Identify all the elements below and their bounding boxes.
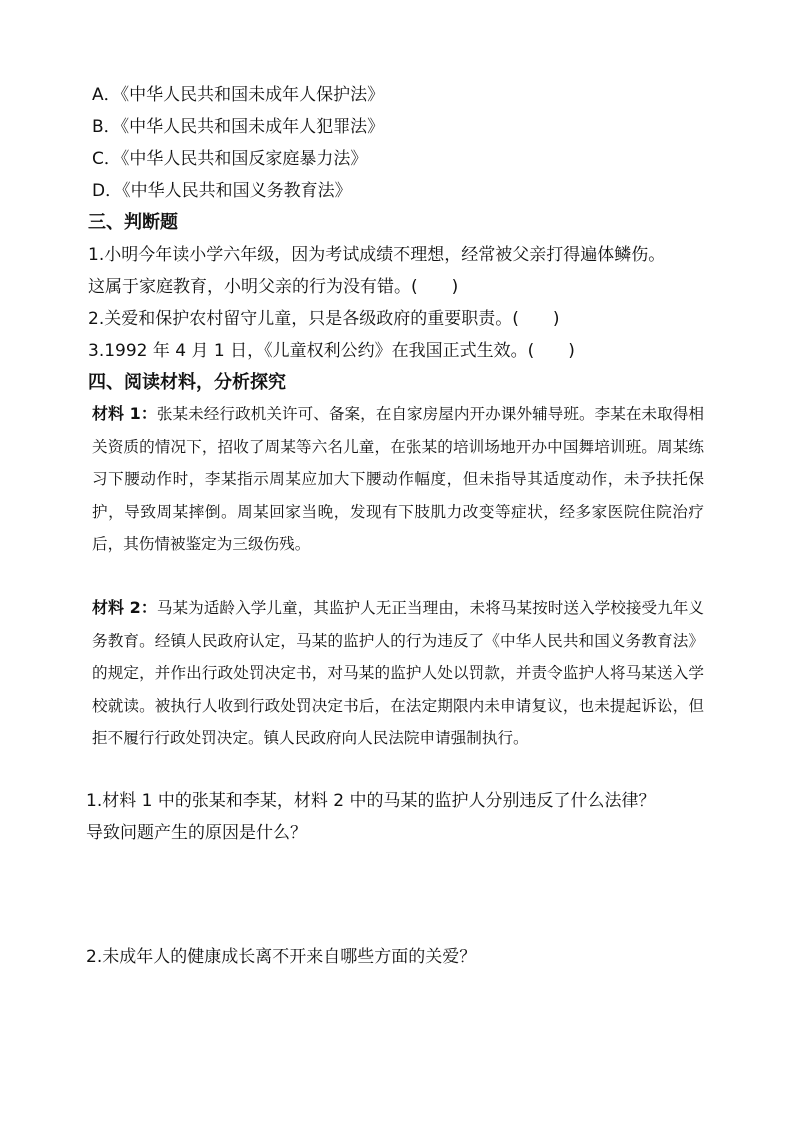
question-1-line2: 导致问题产生的原因是什么？ (86, 823, 307, 843)
judgement-item-1-line1: 1.小明今年读小学六年级，因为考试成绩不理想，经常被父亲打得遍体鳞伤。 (88, 245, 666, 265)
question-2: 2.未成年人的健康成长离不开来自哪些方面的关爱？ (86, 947, 477, 967)
section-heading-judgement: 三、判断题 (88, 212, 178, 233)
material-1-text: 张某未经行政机关许可、备案，在自家房屋内开办课外辅导班。李某在未取得相关资质的情况下，招收了周某等六名儿童，在张某的培训场地开办中国舞培训班。周某练习下腰动作时，李某指示周某应加大下腰动作幅度，但未指导其适度动作，未予扶托保护，导致周某摔倒。周某回家当晚，发现有下肢肌力改变等症状，经多家医院住院治疗后，其伤情被鉴定为三级伤残。 (92, 405, 704, 553)
material-2-text: 马某为适龄入学儿童，其监护人无正当理由，未将马某按时送入学校接受九年义务教育。经镇人民政府认定，马某的监护人的行为违反了《中华人民共和国义务教育法》的规定，并作出行政处罚决定书，对马某的监护人处以罚款，并责令监护人将马某送入学校就读。被执行人收到行政处罚决定书后，在法定期限内未申请复议，也未提起诉讼，但拒不履行行政处罚决定。镇人民政府向人民法院申请强制执行。 (92, 599, 704, 747)
option-d (92, 175, 352, 207)
question-1-line1: 1.材料 1 中的张某和李某，材料 2 中的马某的监护人分别违反了什么法律？ (86, 791, 656, 811)
option-c (92, 143, 367, 175)
option-letter: C (92, 149, 104, 169)
material-1 (92, 398, 704, 561)
material-1-label: 材料 1： (92, 404, 157, 423)
judgement-item-1-line2: 这属于家庭教育，小明父亲的行为没有错。( ) (88, 277, 459, 297)
option-a (92, 79, 384, 111)
option-text: ．《中华人民共和国反家庭暴力法》 (103, 149, 368, 169)
material-2-label: 材料 2： (92, 598, 157, 617)
option-letter: D (92, 181, 106, 201)
judgement-item-2: 2.关爱和保护农村留守儿童，只是各级政府的重要职责。( ) (88, 309, 560, 329)
option-letter: A (92, 85, 104, 105)
option-text: ．《中华人民共和国义务教育法》 (105, 181, 352, 201)
judgement-item-3: 3.1992 年 4 月 1 日，《儿童权利公约》在我国正式生效。( ) (88, 341, 575, 361)
option-text: ．《中华人民共和国未成年人犯罪法》 (103, 117, 385, 137)
section-heading-reading: 四、阅读材料，分析探究 (88, 372, 286, 393)
option-letter: B (92, 117, 104, 137)
option-b (92, 111, 384, 143)
material-2 (92, 592, 704, 755)
option-text: ．《中华人民共和国未成年人保护法》 (103, 85, 385, 105)
